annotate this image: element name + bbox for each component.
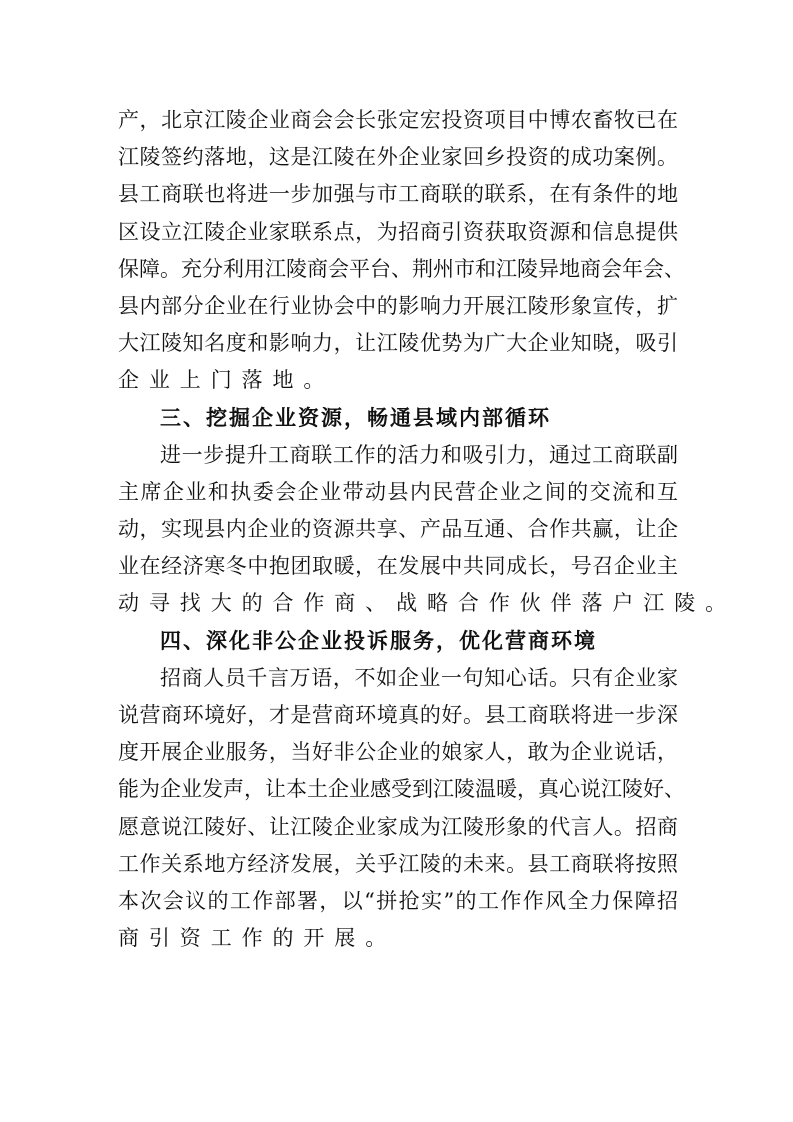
text-line: 动，实现县内企业的资源共享、产品互通、合作共赢，让企	[118, 517, 678, 542]
text-line: 度开展企业服务，当好非公企业的娘家人，敢为企业说话，	[118, 740, 678, 765]
text-line: 企业上门落地。	[118, 368, 335, 393]
text-line: 商引资工作的开展。	[118, 926, 397, 951]
text-line: 业在经济寒冬中抱团取暖，在发展中共同成长，号召企业主	[118, 554, 678, 579]
paragraph	[118, 660, 685, 958]
paragraph	[118, 437, 736, 623]
text-line: 保障。充分利用江陵商会平台、荆州市和江陵异地商会年会、	[118, 256, 685, 281]
text-line: 产，北京江陵企业商会会长张定宏投资项目中博农畜牧已在	[118, 108, 678, 132]
text-line: 江陵签约落地，这是江陵在外企业家回乡投资的成功案例。	[118, 145, 678, 170]
text-line: 进一步提升工商联工作的活力和吸引力，通过工商联副	[160, 442, 678, 467]
text-line: 招商人员千言万语，不如企业一句知心话。只有企业家	[160, 665, 678, 690]
text-line: 动寻找大的合作商、战略合作伙伴落户江陵。	[118, 591, 736, 616]
paragraph	[118, 102, 685, 400]
text-line: 主席企业和执委会企业带动县内民营企业之间的交流和互	[118, 479, 678, 504]
text-line: 区设立江陵企业家联系点，为招商引资获取资源和信息提供	[118, 219, 678, 244]
text-line: 本次会议的工作部署，以“拼抢实”的工作作风全力保障招	[118, 888, 678, 913]
text-line: 能为企业发声，让本土企业感受到江陵温暖，真心说江陵好、	[118, 777, 685, 802]
text-line: 愿意说江陵好、让江陵企业家成为江陵形象的代言人。招商	[118, 814, 678, 839]
text-line: 工作关系地方经济发展，关乎江陵的未来。县工商联将按照	[118, 851, 678, 876]
section-heading: 四、深化非公企业投诉服务，优化营商环境	[160, 628, 597, 653]
text-line: 说营商环境好，才是营商环境真的好。县工商联将进一步深	[118, 703, 678, 727]
text-line: 大江陵知名度和影响力，让江陵优势为广大企业知晓，吸引	[118, 331, 678, 356]
text-line: 县内部分企业在行业协会中的影响力开展江陵形象宣传，扩	[118, 293, 678, 318]
document-page	[118, 102, 736, 957]
text-line: 县工商联也将进一步加强与市工商联的联系，在有条件的地	[118, 182, 678, 207]
section-heading: 三、挖掘企业资源，畅通县域内部循环	[160, 405, 551, 430]
